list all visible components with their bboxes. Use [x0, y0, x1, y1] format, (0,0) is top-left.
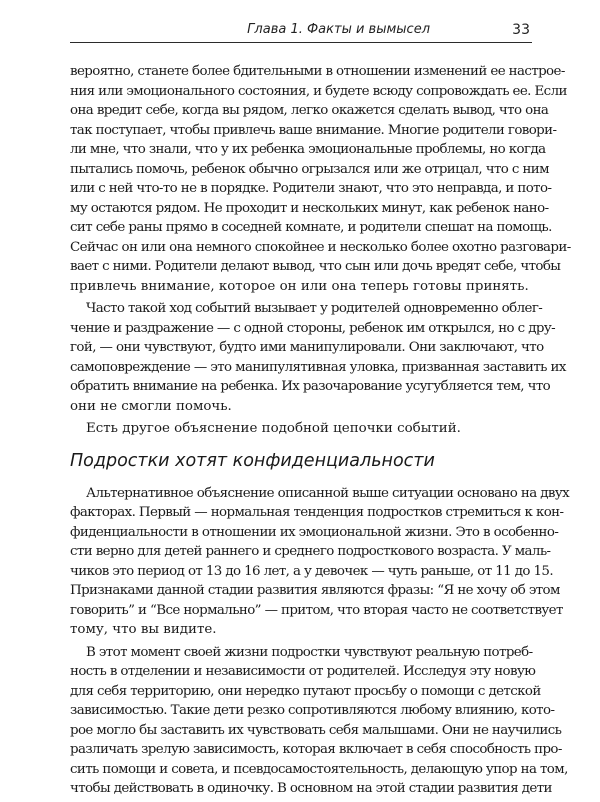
text-line: тому, что вы видите. — [70, 622, 217, 637]
text-line: она вредит себе, когда вы рядом, легко окажется сделать вывод, что она — [70, 103, 549, 118]
text-line: ность в отделении и независимости от родителей. Исследуя эту новую — [70, 664, 536, 679]
text-line: Альтернативное объяснение описанной выше ситуации основано на двух — [86, 485, 570, 501]
page-body — [70, 62, 571, 802]
paragraph-4 — [70, 484, 570, 640]
text-line: привлечь внимание, которое он или она теперь готовы принять. — [70, 278, 529, 294]
text-line: сить помощи и совета, и псевдосамостоятельность, делающую упор на том, — [70, 761, 568, 777]
header-rule — [70, 42, 532, 43]
text-line: Признаками данной стадии развития являются фразы: “Я не хочу об этом — [70, 583, 560, 598]
text-line: вает с ними. Родители делают вывод, что сын или дочь вредят себе, чтобы — [70, 259, 561, 274]
page-number: 33 — [512, 22, 530, 38]
text-line: обратить внимание на ребенка. Их разочарование усугубляется тем, что — [70, 379, 551, 394]
text-line: или с ней что-то не в порядке. Родители знают, что это неправда, и пото- — [70, 181, 552, 196]
text-line: фиденциальности в отношении их эмоциональной жизни. Это в особенно- — [70, 524, 559, 540]
paragraph-2 — [70, 299, 566, 416]
text-line: говорить” и “Все нормально” — притом, что вторая часто не соответствует — [70, 602, 563, 618]
running-title: Глава 1. Факты и вымысел — [247, 22, 430, 37]
text-line: для себя территорию, они нередко путают просьбу о помощи с детской — [70, 683, 541, 699]
text-line: они не смогли помочь. — [70, 398, 232, 414]
text-line: сит себе раны прямо в соседней комнате, и родители спешат на помощь. — [70, 220, 552, 235]
text-line: зависимостью. Такие дети резко сопротивляются любому влиянию, кото- — [70, 703, 555, 718]
section-heading: Подростки хотят конфиденциальности — [70, 450, 435, 471]
text-line: ли мне, что знали, что у их ребенка эмоциональные проблемы, но когда — [70, 142, 546, 157]
text-line: чиков это период от 13 до 16 лет, а у девочек — чуть раньше, от 11 до 15. — [70, 563, 553, 579]
paragraph-5 — [70, 643, 568, 799]
text-line: гой, — они чувствуют, будто ими манипулировали. Они заключают, что — [70, 340, 544, 355]
text-line: пытались помочь, ребенок обычно огрызался или же отрицал, что с ним — [70, 161, 549, 177]
text-line: различать зрелую зависимость, которая включает в себя способность про- — [70, 742, 562, 757]
text-line: ния или эмоционального состояния, и будете всюду сопровождать ее. Если — [70, 83, 567, 99]
text-line: Сейчас он или она немного спокойнее и несколько более охотно разговари- — [70, 239, 571, 255]
text-line: му остаются рядом. Не проходит и нескольких минут, как ребенок нано- — [70, 200, 549, 216]
text-line: чение и раздражение — с одной стороны, ребенок им открылся, но с дру- — [70, 320, 556, 336]
text-line: сти верно для детей раннего и среднего подросткового возраста. У маль- — [70, 544, 551, 559]
text-line: Есть другое объяснение подобной цепочки событий. — [86, 421, 461, 436]
page-header — [0, 22, 600, 46]
text-line: так поступает, чтобы привлечь ваше внимание. Многие родители говори- — [70, 122, 557, 138]
paragraph-1 — [70, 62, 571, 296]
text-line: самоповреждение — это манипулятивная уловка, призванная заставить их — [70, 359, 566, 375]
paragraph-3 — [70, 419, 532, 439]
text-line: Часто такой ход событий вызывает у родителей одновременно облег- — [86, 301, 543, 316]
text-line: вероятно, станете более бдительными в отношении изменений ее настрое- — [70, 64, 565, 79]
text-line: чтобы действовать в одиночку. В основном на этой стадии развития дети — [70, 781, 552, 796]
text-line: факторах. Первый — нормальная тенденция подростков стремиться к кон- — [70, 505, 564, 520]
text-line: В этот момент своей жизни подростки чувствуют реальную потреб- — [86, 644, 533, 660]
text-line: рое могло бы заставить их чувствовать себя малышами. Они не научились — [70, 722, 562, 738]
